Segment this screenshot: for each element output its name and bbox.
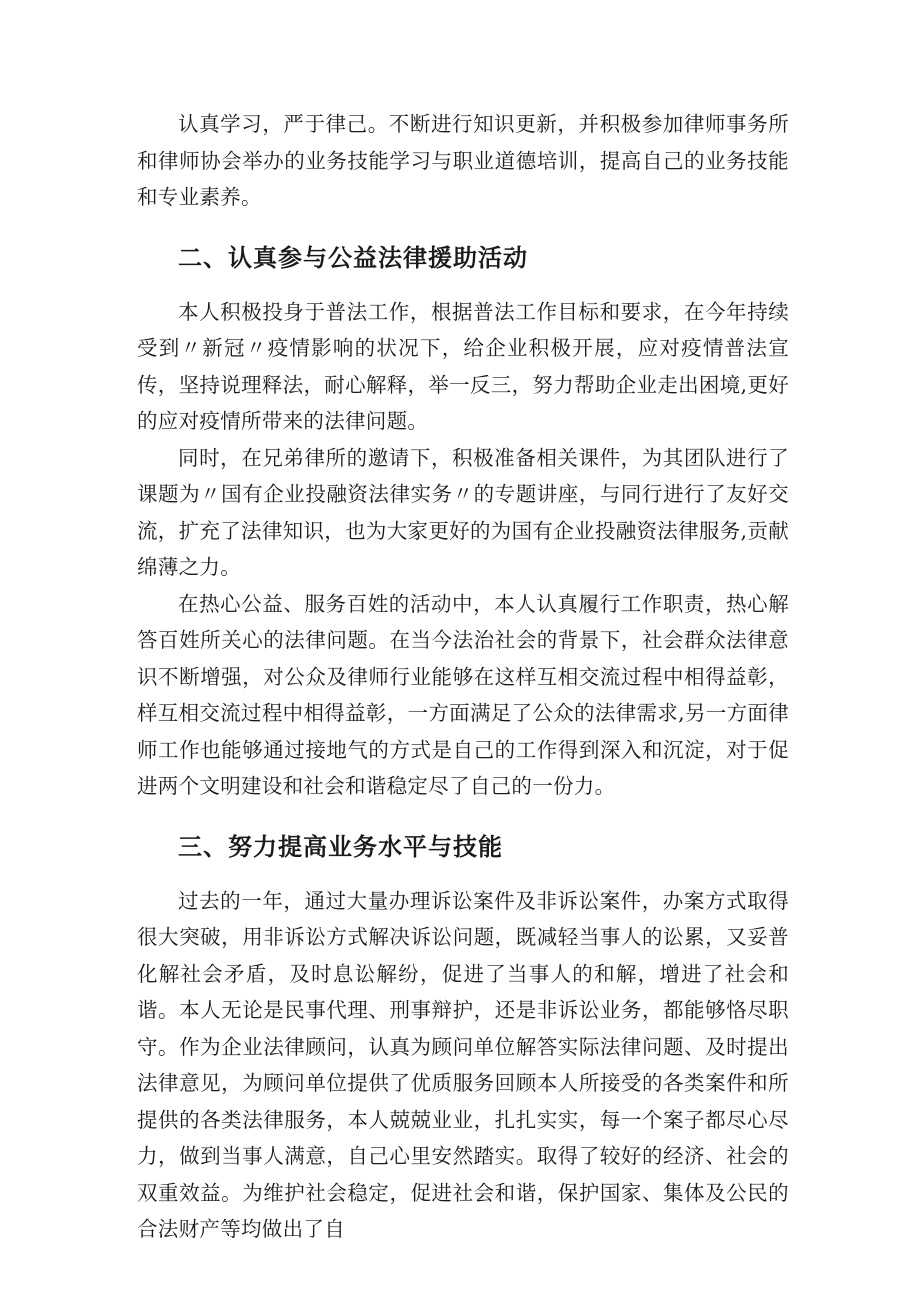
spacer (137, 216, 789, 240)
section-3-paragraph-1: 过去的一年，通过大量办理诉讼案件及非诉讼案件，办案方式取得很大突破，用非诉讼方式解决诉讼问题，既减轻当事人的讼累，又妥普化解社会矛盾，及时息讼解纷，促进了当事人的和解，增进了社会和谐。本人无论是民事代理、刑事辩护，还是非诉讼业务，都能够恪尽职守。作为企业法律顾问，认真为顾问单位解答实际法律问题、及时提出法律意见，为顾问单位提供了优质服务回顾本人所接受的各类案件和所提供的各类法律服务，本人兢兢业业，扎扎实实，每一个案子都尽心尽力，做到当事人满意，自己心里安然踏实。取得了较好的经济、社会的双重效益。为维护社会稳定，促进社会和谐，保护国家、集体及公民的合法财产等均做出了自 (137, 888, 789, 1241)
section-2-paragraph-2: 同时，在兄弟律所的邀请下，积极准备相关课件，为其团队进行了课题为〃国有企业投融资法律实务〃的专题讲座，与同行进行了友好交流，扩充了法律知识，也为大家更好的为国有企业投融资法律服务,贡献绵薄之力。 (137, 445, 789, 579)
section-2-heading: 二、认真参与公益法律援助活动 (178, 243, 528, 272)
spacer (137, 865, 789, 883)
section-2-paragraph-1: 本人积极投身于普法工作，根据普法工作目标和要求，在今年持续受到〃新冠〃疫情影响的状况下，给企业积极开展，应对疫情普法宣传，坚持说理释法，耐心解释，举一反三，努力帮助企业走出困境,更好的应对疫情所带来的法律问题。 (137, 299, 789, 433)
section-3-heading: 三、努力提高业务水平与技能 (178, 832, 503, 861)
spacer (137, 276, 789, 294)
spacer (137, 805, 789, 829)
section-2-paragraph-3: 在热心公益、服务百姓的活动中，本人认真履行工作职责，热心解答百姓所关心的法律问题。在当今法治社会的背景下，社会群众法律意识不断增强，对公众及律师行业能够在这样互相交流过程中相得益彰，样互相交流过程中相得益彰，一方面满足了公众的法律需求,另一方面律师工作也能够通过接地气的方式是自己的工作得到深入和沉淀，对于促进两个文明建设和社会和谐稳定尽了自己的一份力。 (137, 591, 789, 798)
intro-paragraph: 认真学习，严于律己。不断进行知识更新，并积极参加律师事务所和律师协会举办的业务技能学习与职业道德培训，提高自己的业务技能和专业素养。 (137, 112, 789, 209)
document-body (137, 106, 789, 1248)
